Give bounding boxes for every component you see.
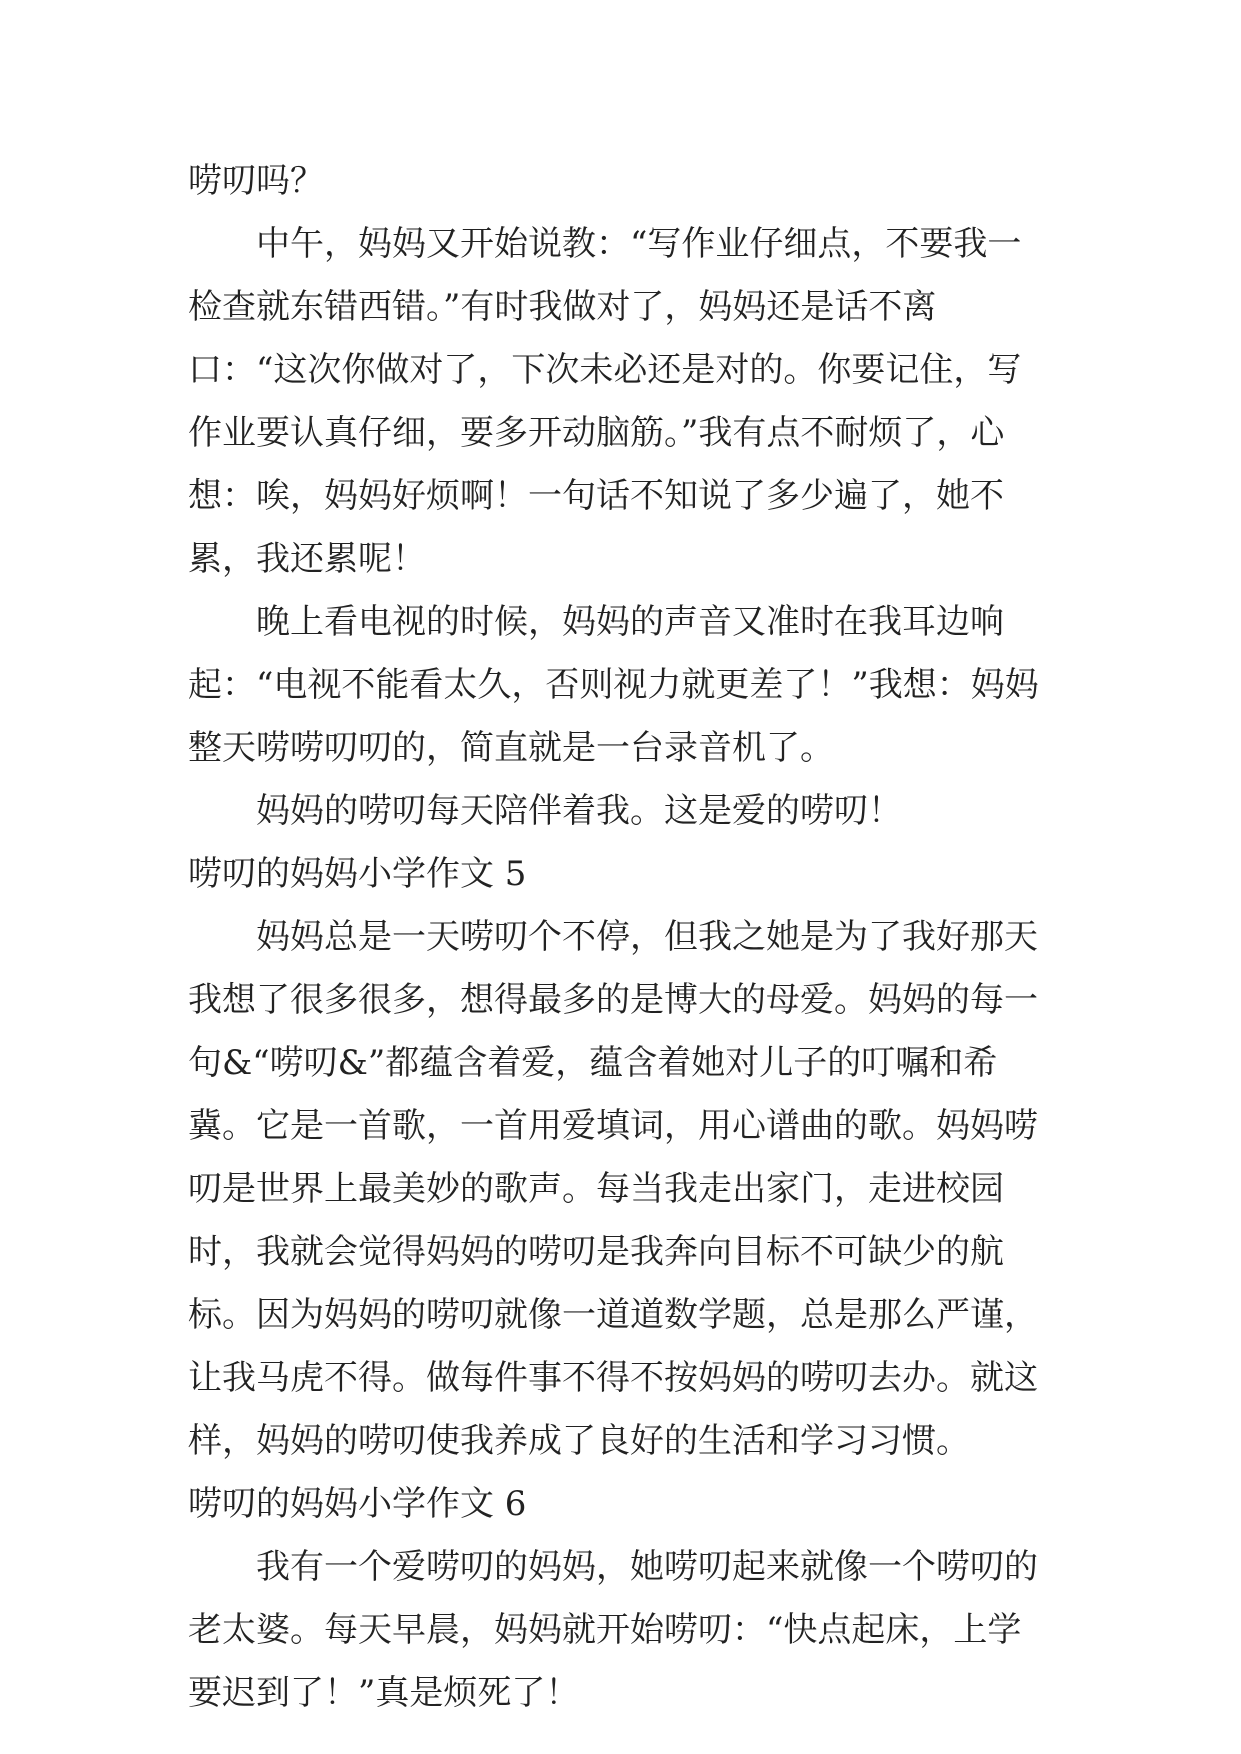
essay-heading-6: 唠叨的妈妈小学作文 6 xyxy=(188,1484,527,1524)
paragraph-essay-6: 我有一个爱唠叨的妈妈，她唠叨起来就像一个唠叨的老太婆。每天早晨，妈妈就开始唠叨：“快点起床，上学要迟到了！”真是烦死了！ xyxy=(188,1547,1038,1713)
paragraph-continuation: 唠叨吗？ xyxy=(188,161,324,201)
paragraph-conclusion: 妈妈的唠叨每天陪伴着我。这是爱的唠叨！ xyxy=(256,791,902,831)
paragraph-essay-5: 妈妈总是一天唠叨个不停，但我之她是为了我好那天我想了很多很多，想得最多的是博大的母爱。妈妈的每一句&“唠叨&”都蕴含着爱，蕴含着她对儿子的叮嘱和希冀。它是一首歌，一首用爱填词，用心谱曲的歌。妈妈唠叨是世界上最美妙的歌声。每当我走出家门，走进校园时，我就会觉得妈妈的唠叨是我奔向目标不可缺少的航标。因为妈妈的唠叨就像一道道数学题，总是那么严谨，让我马虎不得。做每件事不得不按妈妈的唠叨去办。就这样，妈妈的唠叨使我养成了良好的生活和学习习惯。 xyxy=(188,917,1038,1461)
paragraph-noon: 中午，妈妈又开始说教：“写作业仔细点，不要我一检查就东错西错。”有时我做对了，妈妈还是话不离口：“这次你做对了，下次未必还是对的。你要记住，写作业要认真仔细，要多开动脑筋。”我有点不耐烦了，心想：唉，妈妈好烦啊！一句话不知说了多少遍了，她不累，我还累呢！ xyxy=(188,224,1022,579)
paragraph-evening: 晚上看电视的时候，妈妈的声音又准时在我耳边响起：“电视不能看太久，否则视力就更差了！”我想：妈妈整天唠唠叨叨的，简直就是一台录音机了。 xyxy=(188,602,1039,768)
document-body xyxy=(188,150,1054,1725)
essay-heading-5: 唠叨的妈妈小学作文 5 xyxy=(188,854,527,894)
